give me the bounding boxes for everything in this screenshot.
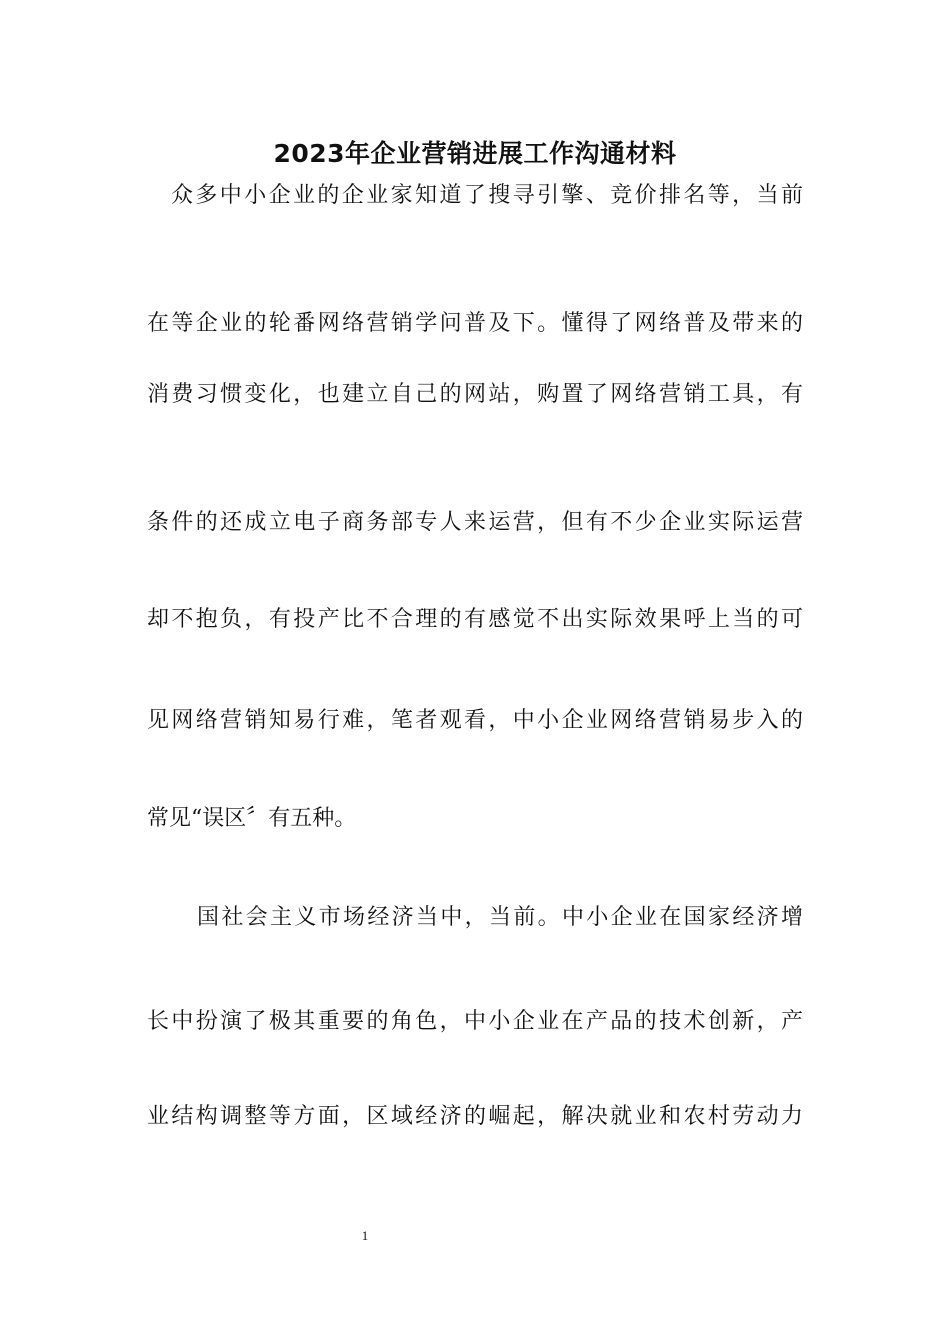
document-title: 2023年企业营销进展工作沟通材料 — [273, 139, 677, 168]
paragraph-line: 众多中小企业的企业家知道了搜寻引擎、竞价排名等，当前 — [171, 183, 803, 208]
paragraph-line: 见网络营销知易行难，笔者观看，中小企业网络营销易步入的 — [147, 708, 803, 733]
paragraph-line: 常见“误区〞有五种。 — [147, 806, 357, 831]
paragraph-line: 业结构调整等方面，区域经济的崛起，解决就业和农村劳动力 — [147, 1104, 803, 1129]
paragraph-line: 条件的还成立电子商务部专人来运营，但有不少企业实际运营 — [147, 510, 803, 535]
paragraph-line: 长中扮演了极其重要的角色，中小企业在产品的技术创新，产 — [147, 1009, 803, 1034]
paragraph-line: 在等企业的轮番网络营销学问普及下。懂得了网络普及带来的 — [147, 311, 803, 336]
page-number: 1 — [361, 1228, 369, 1243]
paragraph-line: 国社会主义市场经济当中，当前。中小企业在国家经济增 — [197, 905, 803, 930]
paragraph-line: 消费习惯变化，也建立自己的网站，购置了网络营销工具，有 — [147, 382, 803, 407]
paragraph-line: 却不抱负，有投产比不合理的有感觉不出实际效果呼上当的可 — [147, 607, 803, 632]
